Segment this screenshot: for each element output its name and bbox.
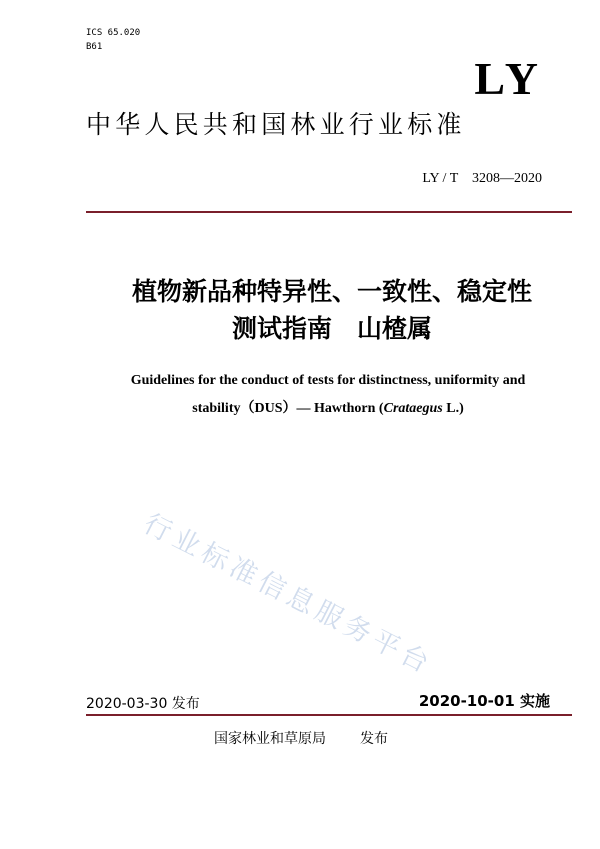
ccs-code: B61 xyxy=(86,42,103,52)
standard-name: 中华人民共和国林业行业标准 xyxy=(86,110,466,139)
title-en-line2 xyxy=(28,402,600,416)
title-en-line2-a: stability（DUS）— Hawthorn ( xyxy=(192,401,384,416)
watermark: 行业标准信息服务平台 xyxy=(138,508,438,682)
issue-date: 2020-03-30 发布 xyxy=(86,696,200,712)
bottom-rule xyxy=(86,714,572,716)
publisher-name: 国家林业和草原局 xyxy=(214,731,326,747)
title-en-line1: Guidelines for the conduct of tests for distinctness, uniformity and xyxy=(130,373,526,388)
title-en-genus: Crataegus xyxy=(383,401,443,416)
standard-code: LY / T 3208—2020 xyxy=(422,171,542,186)
implementation-date: 2020-10-01 实施 xyxy=(418,692,550,710)
top-rule xyxy=(86,211,572,213)
standard-logo-ly: LY xyxy=(474,53,542,104)
publish-word: 发布 xyxy=(360,731,388,747)
ics-code: ICS 65.020 xyxy=(86,28,141,38)
title-cn-line1: 植物新品种特异性、一致性、稳定性 xyxy=(131,277,532,306)
publisher xyxy=(214,728,388,748)
title-en-line2-b: L.) xyxy=(442,401,464,416)
title-cn-line2: 测试指南 山楂属 xyxy=(231,314,432,343)
